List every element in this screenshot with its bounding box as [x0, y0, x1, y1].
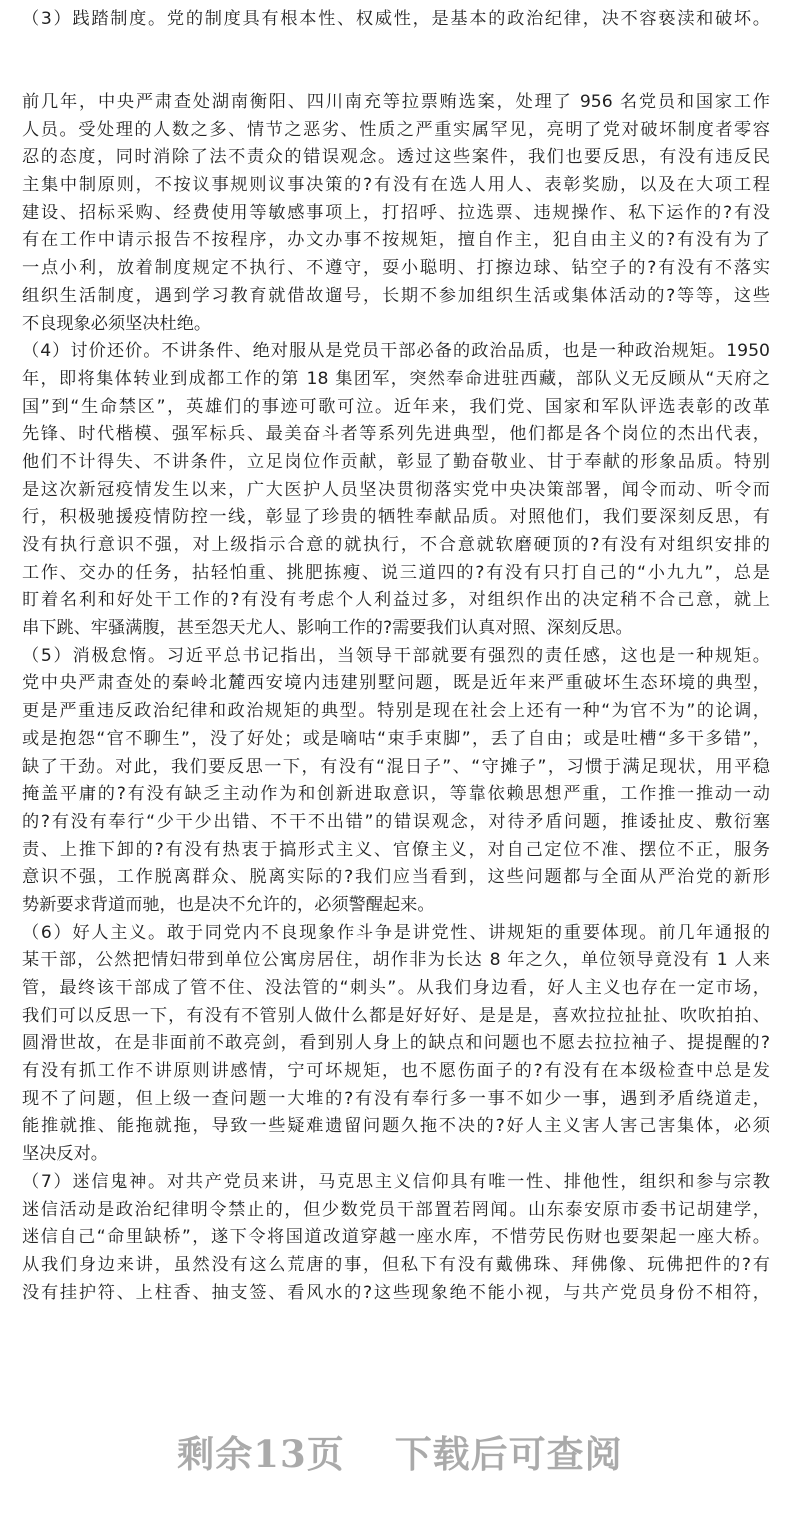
- text-line: 圆滑世故，在是非面前不敢亮剑，看到别人身上的缺点和问题也不愿去拉拉袖子、提提醒的?: [22, 1033, 770, 1054]
- text-line: （3）践踏制度。党的制度具有根本性、权威性，是基本的政治纪律，决不容亵渎和破坏。: [22, 9, 770, 29]
- text-line: 没有挂护符、上柱香、抽支签、看风水的?这些现象绝不能小视，与共产党员身份不相符，: [22, 1282, 770, 1303]
- download-prompt-label[interactable]: 下载后可查阅: [394, 1432, 623, 1476]
- text-line: （7）迷信鬼神。对共产党员来讲，马克思主义信仰具有唯一性、排他性，组织和参与宗教: [22, 1171, 770, 1192]
- text-line: 从我们身边来讲，虽然没有这么荒唐的事，但私下有没有戴佛珠、拜佛像、玩佛把件的?有: [22, 1254, 770, 1275]
- document-body: [22, 89, 770, 1307]
- text-line: 势新要求背道而驰，也是决不允许的，必须警醒起来。: [22, 894, 435, 915]
- text-line: 工作、交办的任务，拈轻怕重、挑肥拣瘦、说三道四的?有没有只打自己的“小九九”，总是: [22, 562, 770, 583]
- text-line: 年，即将集体转业到成都工作的第 18 集团军，突然奉命进驻西藏，部队义无反顾从“天府之: [22, 368, 770, 389]
- text-line: 一点小利，放着制度规定不执行、不遵守，耍小聪明、打擦边球、钻空子的?有没有不落实: [22, 258, 770, 279]
- text-line: 或是抱怨“官不聊生”，没了好处；或是嘀咕“束手束脚”，丢了自由；或是吐槽“多干多错”，: [22, 728, 770, 749]
- text-line: 国”到“生命禁区”，英雄们的事迹可歌可泣。近年来，我们党、国家和军队评选表彰的改革: [22, 396, 770, 417]
- text-line: 迷信活动是政治纪律明令禁止的，但少数党员干部置若罔闻。山东泰安原市委书记胡建学，: [22, 1199, 770, 1220]
- paragraph: [22, 338, 770, 643]
- document-top-paragraph: [22, 6, 770, 34]
- text-line: 迷信自己“命里缺桥”，遂下令将国道改道穿越一座水库，不惜劳民伤财也要架起一座大桥。: [22, 1227, 770, 1248]
- paragraph: [22, 1169, 770, 1307]
- text-line: 某干部，公然把情妇带到单位公寓房居住，胡作非为长达 8 年之久，单位领导竟没有 1 人来: [22, 950, 770, 971]
- download-banner[interactable]: [0, 1424, 800, 1478]
- text-line: （5）消极怠惰。习近平总书记指出，当领导干部就要有强烈的责任感，这也是一种规矩。: [22, 645, 770, 666]
- text-line: 党中央严肃查处的秦岭北麓西安境内违建别墅问题，既是近年来严重破坏生态环境的典型，: [22, 673, 770, 694]
- text-line: 有没有抓工作不讲原则讲感情，宁可坏规矩，也不愿伤面子的?有没有在本级检查中总是发: [22, 1061, 770, 1082]
- paragraph: [22, 6, 770, 34]
- text-line: 不良现象必须坚决杜绝。: [22, 313, 212, 334]
- text-line: 建设、招标采购、经费使用等敏感事项上，打招呼、拉选票、违规操作、私下运作的?有没: [22, 202, 770, 223]
- text-line: 有在工作中请示报告不按程序，办文办事不按规矩，擅自作主，犯自由主义的?有没有为了: [22, 230, 770, 251]
- text-line: 掩盖平庸的?有没有缺乏主动作为和创新进取意识，等靠依赖思想严重，工作推一推动一动: [22, 784, 770, 805]
- text-line: （6）好人主义。敢于同党内不良现象作斗争是讲党性、讲规矩的重要体现。前几年通报的: [22, 922, 770, 943]
- text-line: 没有执行意识不强，对上级指示合意的就执行，不合意就软磨硬顶的?有没有对组织安排的: [22, 535, 770, 555]
- text-line: 管，最终该干部成了管不住、没法管的“刺头”。从我们身边看，好人主义也存在一定市场，: [22, 978, 770, 998]
- text-line: 前几年，中央严肃查处湖南衡阳、四川南充等拉票贿选案，处理了 956 名党员和国家工作: [22, 92, 770, 112]
- text-line: 盯着名利和好处干工作的?有没有考虑个人利益过多，对组织作出的决定稍不合己意，就上: [22, 590, 770, 611]
- text-line: 是这次新冠疫情发生以来，广大医护人员坚决贯彻落实党中央决策部署，闻令而动、听令而: [22, 479, 770, 500]
- text-line: 他们不计得失、不讲条件，立足岗位作贡献，彰显了勤奋敬业、甘于奉献的形象品质。特别: [22, 451, 770, 472]
- text-line: 更是严重违反政治纪律和政治规矩的典型。特别是现在社会上还有一种“为官不为”的论调，: [22, 701, 770, 722]
- remaining-pages-label: 剩余13页: [177, 1432, 345, 1476]
- text-line: 意识不强，工作脱离群众、脱离实际的?我们应当看到，这些问题都与全面从严治党的新形: [22, 867, 770, 888]
- paragraph: [22, 920, 770, 1169]
- text-line: 的?有没有奉行“少干少出错、不干不出错”的错误观念，对待矛盾问题，推诿扯皮、敷衍塞: [22, 811, 770, 832]
- text-line: （4）讨价还价。不讲条件、绝对服从是党员干部必备的政治品质，也是一种政治规矩。1950: [22, 341, 770, 362]
- text-line: 忍的态度，同时消除了法不责众的错误观念。透过这些案件，我们也要反思，有没有违反民: [22, 147, 770, 168]
- text-line: 责、上推下卸的?有没有热衷于搞形式主义、官僚主义，对自己定位不准、摆位不正，服务: [22, 839, 770, 860]
- text-line: 缺了干劲。对此，我们要反思一下，有没有“混日子”、“守摊子”，习惯于满足现状，用平稳: [22, 756, 770, 777]
- text-line: 串下跳、牢骚满腹，甚至怨天尤人、影响工作的?需要我们认真对照、深刻反思。: [22, 618, 633, 639]
- paragraph: [22, 643, 770, 920]
- text-line: 能推就推、能拖就拖，导致一些疑难遗留问题久拖不决的?好人主义害人害己害集体，必须: [22, 1116, 770, 1137]
- text-line: 人员。受处理的人数之多、情节之恶劣、性质之严重实属罕见，亮明了党对破坏制度者零容: [22, 119, 770, 140]
- text-line: 坚决反对。: [22, 1144, 108, 1165]
- text-line: 行，积极驰援疫情防控一线，彰显了珍贵的牺牲奉献品质。对照他们，我们要深刻反思，有: [22, 507, 770, 528]
- text-line: 现不了问题，但上级一查问题一大堆的?有没有奉行多一事不如少一事，遇到矛盾绕道走，: [22, 1088, 770, 1109]
- text-line: 主集中制原则，不按议事规则议事决策的?有没有在选人用人、表彰奖励，以及在大项工程: [22, 175, 770, 196]
- paragraph: [22, 89, 770, 338]
- text-line: 我们可以反思一下，有没有不管别人做什么都是好好好、是是是，喜欢拉拉扯扯、吹吹拍拍、: [22, 1005, 770, 1026]
- text-line: 组织生活制度，遇到学习教育就借故遛号，长期不参加组织生活或集体活动的?等等，这些: [22, 285, 770, 306]
- text-line: 先锋、时代楷模、强军标兵、最美奋斗者等系列先进典型，他们都是各个岗位的杰出代表，: [22, 424, 770, 445]
